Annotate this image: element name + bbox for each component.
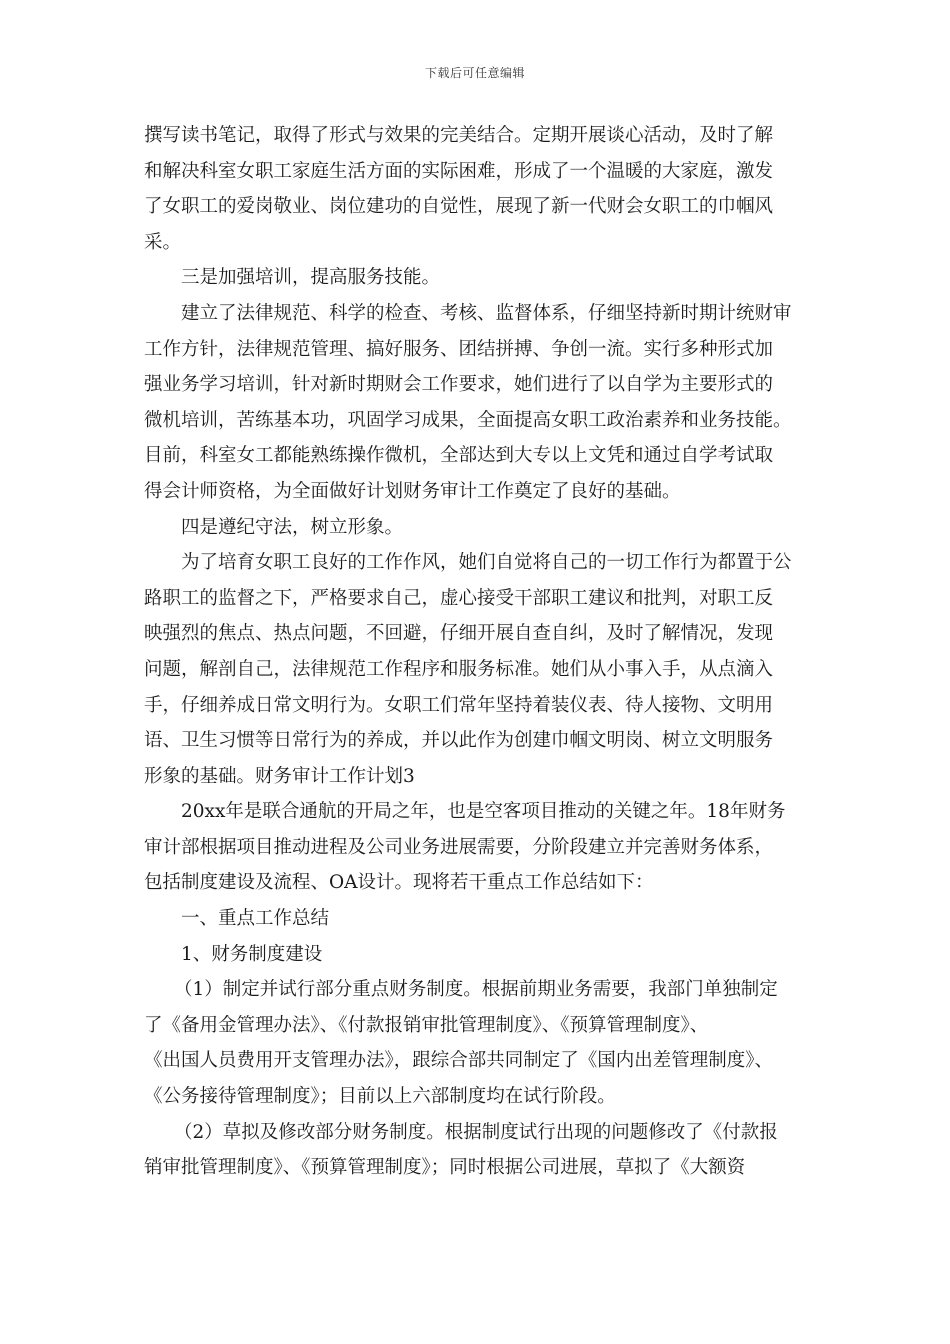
text-line: 映强烈的焦点、热点问题，不回避，仔细开展自查自纠，及时了解情况，发现 [144,623,774,645]
text-line: 四是遵纪守法，树立形象。 [181,516,404,538]
text-line: 销审批管理制度》、《预算管理制度》；同时根据公司进展，草拟了《大额资 [144,1157,746,1179]
text-line: 撰写读书笔记，取得了形式与效果的完美结合。定期开展谈心活动，及时了解 [144,125,774,146]
text-line: 《出国人员费用开支管理办法》，跟综合部共同制定了《国内出差管理制度》、 [144,1050,774,1072]
text-line: 微机培训，苦练基本功，巩固学习成果，全面提高女职工政治素养和业务技能。 [144,409,792,431]
text-line: （2）草拟及修改部分财务制度。根据制度试行出现的问题修改了《付款报 [174,1121,778,1143]
text-line: 和解决科室女职工家庭生活方面的实际困难，形成了一个温暖的大家庭，激发 [144,160,774,182]
text-line: 路职工的监督之下，严格要求自己，虚心接受干部职工建议和批判，对职工反 [144,587,774,609]
text-line: 包括制度建设及流程、OA设计。现将若干重点工作总结如下： [144,872,654,894]
text-line: 工作方针，法律规范管理、搞好服务、团结拼搏、争创一流。实行多种形式加 [144,338,774,360]
text-line: 语、卫生习惯等日常行为的养成，并以此作为创建巾帼文明岗、树立文明服务 [144,730,774,752]
text-line: 问题，解剖自己，法律规范工作程序和服务标准。她们从小事入手，从点滴入 [144,658,774,680]
text-line: 建立了法律规范、科学的检查、考核、监督体系，仔细坚持新时期计统财审 [181,302,792,324]
text-line: 《公务接待管理制度》；目前以上六部制度均在试行阶段。 [144,1086,616,1108]
text-line: 为了培育女职工良好的工作作风，她们自觉将自己的一切工作行为都置于公 [181,552,792,574]
page-header: 下载后可任意编辑 [424,66,525,80]
text-line: 手，仔细养成日常文明行为。女职工们常年坚持着装仪表、待人接物、文明用 [144,694,774,716]
text-line: （1）制定并试行部分重点财务制度。根据前期业务需要，我部门单独制定 [174,979,778,1001]
text-line: 得会计师资格，为全面做好计划财务审计工作奠定了良好的基础。 [144,480,681,502]
text-line: 一、重点工作总结 [181,908,330,930]
text-line: 审计部根据项目推动进程及公司业务进展需要，分阶段建立并完善财务体系， [144,836,774,858]
text-line: 了《备用金管理办法》、《付款报销审批管理制度》、《预算管理制度》、 [144,1014,709,1036]
text-line: 形象的基础。财务审计工作计划3 [144,765,415,787]
text-line: 了女职工的爱岗敬业、岗位建功的自觉性，展现了新一代财会女职工的巾帼风 [144,196,774,218]
text-line: 1、财务制度建设 [181,943,323,965]
text-line: 采。 [144,231,182,253]
document-body [144,118,812,1186]
text-line: 目前，科室女工都能熟练操作微机，全部达到大专以上文凭和通过自学考试取 [144,445,774,467]
text-line: 三是加强培训，提高服务技能。 [181,267,441,289]
text-line: 20xx年是联合通航的开局之年，也是空客项目推动的关键之年。18年财务 [181,801,786,823]
text-line: 强业务学习培训，针对新时期财会工作要求，她们进行了以自学为主要形式的 [144,374,774,396]
